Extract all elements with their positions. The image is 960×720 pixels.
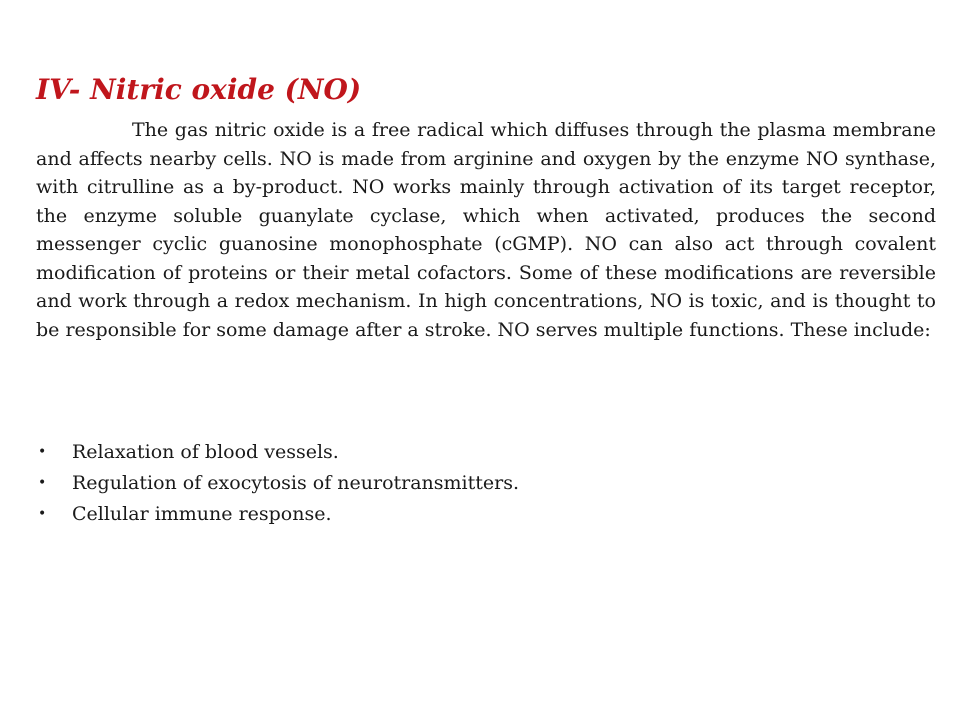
list-item [36, 468, 936, 499]
list-item-text: Cellular immune response. [72, 503, 332, 525]
section-paragraph: The gas nitric oxide is a free radical which diffuses through the plasma membrane and affects nearby cells. NO is made from arginine and oxygen by the enzyme NO synthase, with citrulline as a by-product. NO works mainly through activation of its target receptor, the enzyme soluble guanylate cyclase, which when activated, produces the second messenger cyclic guanosine monophosphate (cGMP). NO can also act through covalent modification of proteins or their metal cofactors. Some of these modifications are reversible and work through a redox mechanism. In high concentrations, NO is toxic, and is thought to be responsible for some damage after a stroke. NO serves multiple functions. These include: [36, 119, 936, 341]
bullet-icon: • [38, 506, 47, 522]
list-item-text: Regulation of exocytosis of neurotransmitters. [72, 472, 520, 494]
bullet-icon: • [38, 475, 47, 491]
list-item [36, 437, 936, 468]
list-item-text: Relaxation of blood vessels. [72, 441, 339, 463]
function-list [36, 437, 936, 530]
bullet-icon: • [38, 444, 47, 460]
list-item [36, 499, 936, 530]
section-heading: IV- Nitric oxide (NO) [36, 73, 362, 106]
